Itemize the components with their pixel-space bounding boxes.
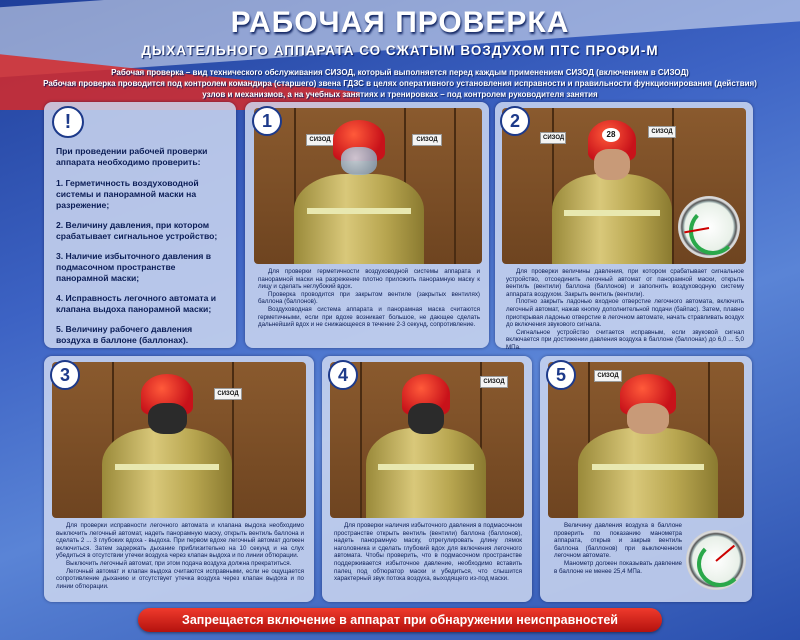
intro-text bbox=[40, 67, 760, 100]
exclamation-icon: ! bbox=[52, 106, 84, 138]
caption-paragraph: Проверка проводится при закрытом вентиле (закрытых вентилях) баллона (баллонов). bbox=[258, 290, 480, 306]
sizod-sign: СИЗОД bbox=[480, 376, 508, 388]
step-3-number: 3 bbox=[50, 360, 80, 390]
pressure-gauge-icon bbox=[678, 196, 740, 258]
step-5-photo bbox=[548, 362, 744, 518]
caption-paragraph: Для проверки величины давления, при котором срабатывает сигнальное устройство, отсоединить легочный автомат от панорамной маски, открыть вентиль (вентили) баллона (баллонов) и заполнить воздуховодную систему аппарата воздухом. Закрыть вентиль (вентили). bbox=[506, 268, 744, 298]
caption-paragraph: Для проверки наличия избыточного давления в подмасочном пространстве открыть вентиль (вентили) баллона (баллонов), надеть панорамную маску, отрегулировать длину лямок наголовника и сделать глубокий вдох для включения легочного автомата. Чтобы проверить, что в подмасочном пространстве поддерживается избыточное давление, необходимо вставить палец под обтюратор маски и убедиться, что слышится характерный звук потока воздуха, выходящего из-под маски. bbox=[334, 522, 522, 583]
intro-line-2: Рабочая проверка проводится под контролем командира (старшего) звена ГДЗС в целях оперативного установления исправности и правильности функционирования (действия) узлов и механизмов, а на учебных занятиях и тренировках – под контролем руководителя занятия bbox=[43, 79, 757, 99]
page-subtitle: ДЫХАТЕЛЬНОГО АППАРАТА СО СЖАТЫМ ВОЗДУХОМ ПТС ПРОФИ-М bbox=[141, 43, 659, 58]
checklist-item: 2. Величину давления, при котором срабатывает сигнальное устройство; bbox=[56, 220, 218, 241]
firefighter-image bbox=[578, 362, 718, 518]
checklist-item: 5. Величину рабочего давления воздуха в баллоне (баллонах). bbox=[56, 324, 193, 345]
caption-paragraph: Для проверки герметичности воздуховодной системы аппарата и панорамной маски на разрежение плотно приложить панорамную маску к лицу и сделать неглубокий вдох. bbox=[258, 268, 480, 291]
step-5-number: 5 bbox=[546, 360, 576, 390]
intro-line-1: Рабочая проверка – вид технического обслуживания СИЗОД, который выполняется перед каждым применением СИЗОД (включением в СИЗОД) bbox=[111, 68, 689, 77]
helmet-number: 28 bbox=[602, 128, 620, 142]
caption-paragraph: Легочный автомат и клапан выдоха считаются исправными, если не ощущается сопротивление дыханию и отсутствует утечка воздуха через клапан выдоха и по линии обтюрации. bbox=[56, 567, 304, 590]
checklist-lead: При проведении рабочей проверки аппарата необходимо проверить: bbox=[56, 146, 208, 167]
firefighter-image bbox=[294, 108, 424, 264]
sizod-sign: СИЗОД bbox=[540, 132, 566, 144]
checklist-item: 3. Наличие избыточного давления в подмасочном пространстве панорамной маски; bbox=[56, 251, 212, 283]
caption-paragraph: Воздуховодная система аппарата и панорамная маска считаются герметичными, если при вдохе возникает большое, не дающее сделать дальнейший вдох и не снижающееся в течение 2-3 секунд, сопротивление. bbox=[258, 305, 480, 329]
caption-paragraph: Выключить легочный автомат, при этом подача воздуха должна прекратиться. bbox=[66, 559, 292, 567]
caption-paragraph: Для проверки исправности легочного автомата и клапана выдоха необходимо выключить легочный автомат, надеть панорамную маску, открыть вентиль баллона и сделать 2 ... 3 глубоких вдоха - выдоха. При первом вдохе легочный автомат должен включиться. Затем задержать дыхание приблизительно на 10 секунд и на слух убедиться в отсутствии утечки воздуха через клапан выдоха и по линии обтюрации. bbox=[56, 522, 304, 560]
manometer-gauge-icon bbox=[686, 530, 746, 590]
sizod-sign: СИЗОД bbox=[214, 388, 242, 400]
step-5-caption bbox=[554, 522, 682, 575]
step-4-photo bbox=[330, 362, 524, 518]
firefighter-image bbox=[366, 362, 486, 518]
step-1-caption bbox=[258, 268, 480, 329]
step-2-photo bbox=[502, 108, 746, 264]
step-4-caption bbox=[334, 522, 522, 583]
step-1-photo bbox=[254, 108, 482, 264]
caption-paragraph: Плотно закрыть ладонью входное отверстие легочного автомата, включить легочный автомат, нажав кнопку дополнительной подачи (байпас). Затем, плавно приоткрывая ладонью отверстие в легочном автомате, начать стравливать воздух до включения звукового сигнала. bbox=[506, 298, 744, 329]
step-2-caption bbox=[506, 268, 744, 352]
step-1-number: 1 bbox=[252, 106, 282, 136]
checklist bbox=[56, 146, 226, 355]
checklist-item: 1. Герметичность воздуховодной системы и панорамной маски на разрежение; bbox=[56, 178, 199, 210]
caption-paragraph: Сигнальное устройство считается исправным, если звуковой сигнал включается при достижении давления воздуха в баллоне (баллонах) до 6,0 ... 5,0 МПа. bbox=[506, 328, 744, 351]
caption-paragraph: Величину давления воздуха в баллоне проверить по показанию манометра аппарата, открыв и закрыв вентиль баллона (баллонов) при выключенном легочном автомате. bbox=[554, 522, 682, 560]
step-3-photo bbox=[52, 362, 306, 518]
sizod-sign: СИЗОД bbox=[594, 370, 622, 382]
step-3-caption bbox=[56, 522, 304, 590]
warning-banner: Запрещается включение в аппарат при обнаружении неисправностей bbox=[138, 608, 662, 632]
sizod-sign: СИЗОД bbox=[412, 134, 442, 146]
step-4-number: 4 bbox=[328, 360, 358, 390]
firefighter-image bbox=[102, 362, 232, 518]
caption-paragraph: Манометр должен показывать давление в баллоне не менее 25,4 МПа. bbox=[554, 559, 682, 575]
checklist-item: 4. Исправность легочного автомата и клапана выдоха панорамной маски; bbox=[56, 293, 217, 314]
sizod-sign: СИЗОД bbox=[306, 134, 334, 146]
page-title: РАБОЧАЯ ПРОВЕРКА bbox=[230, 6, 570, 39]
step-2-number: 2 bbox=[500, 106, 530, 136]
sizod-sign: СИЗОД bbox=[648, 126, 676, 138]
